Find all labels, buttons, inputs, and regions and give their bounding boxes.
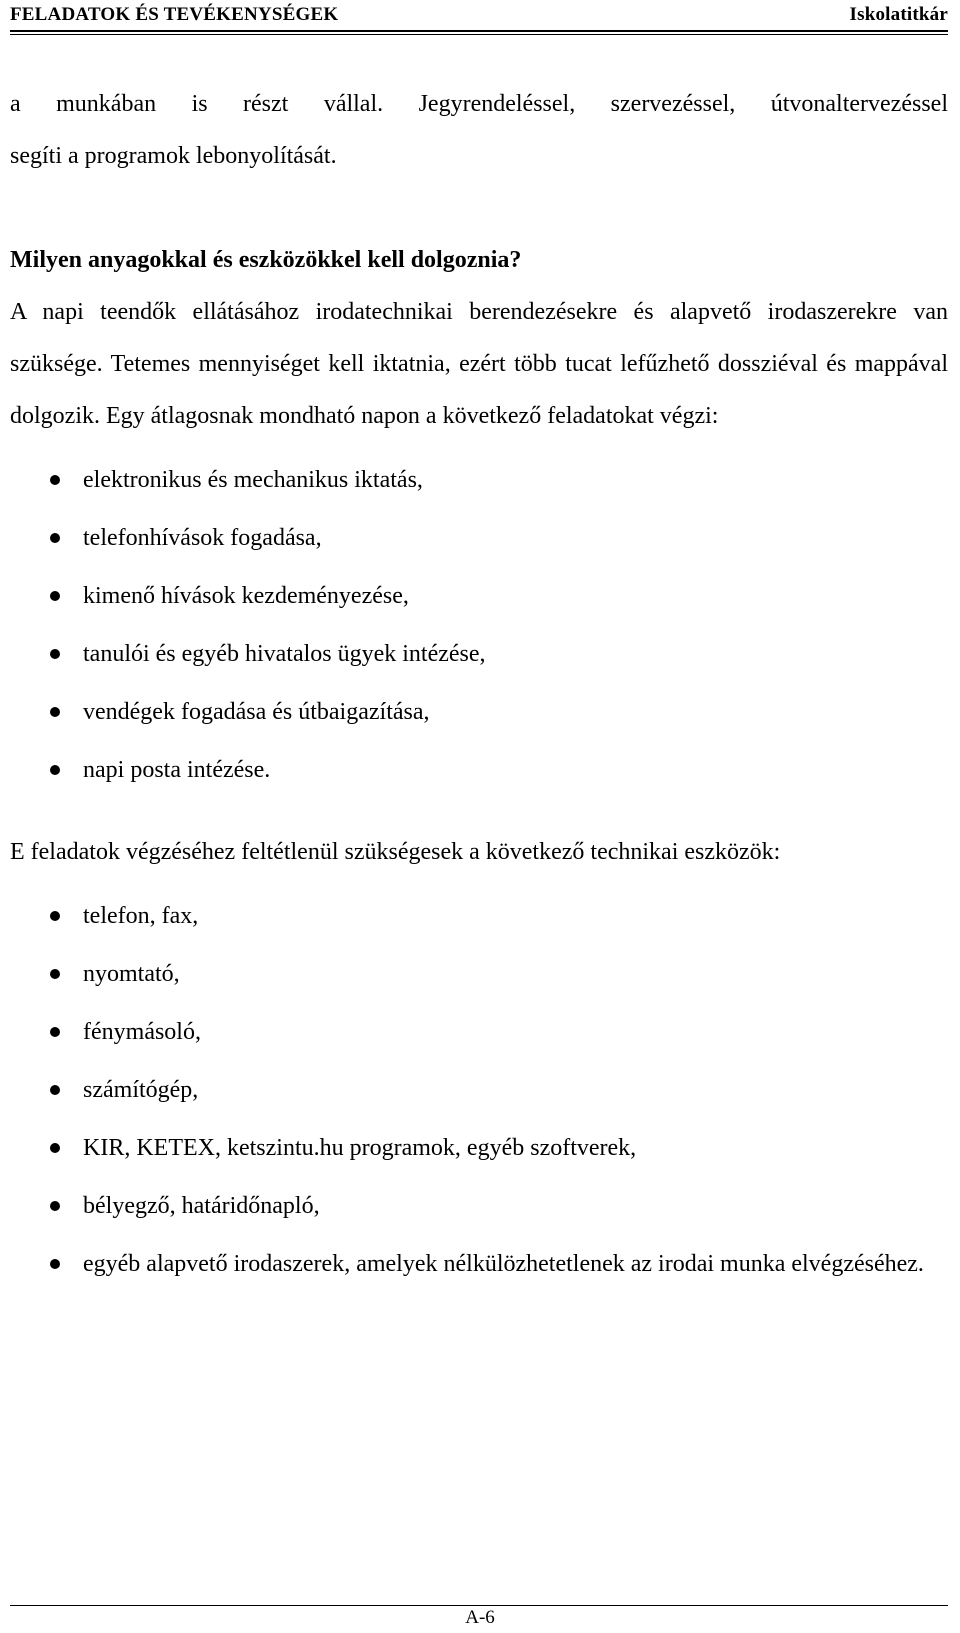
list-item: számítógép, (10, 1064, 948, 1122)
bullet-icon (50, 707, 60, 717)
page-body (10, 78, 948, 1290)
list-item: telefon, fax, (10, 890, 948, 948)
list-item: telefonhívások fogadása, (10, 512, 948, 570)
page-header (10, 0, 948, 33)
tools-list (10, 890, 948, 1290)
bullet-icon (50, 591, 60, 601)
bullet-icon (50, 911, 60, 921)
header-rule-secondary (10, 34, 948, 35)
bullet-icon (50, 1259, 60, 1269)
tasks-list (10, 454, 948, 802)
list-item: vendégek fogadása és útbaigazítása, (10, 686, 948, 744)
list-item: KIR, KETEX, ketszintu.hu programok, egyéb szoftverek, (10, 1122, 948, 1180)
bullet-icon (50, 1085, 60, 1095)
list-item: bélyegző, határidőnapló, (10, 1180, 948, 1238)
bullet-icon (50, 533, 60, 543)
header-document-title: Iskolatitkár (849, 4, 948, 25)
bullet-icon (50, 1201, 60, 1211)
header-rule (10, 30, 948, 32)
bullet-icon (50, 649, 60, 659)
intro-line-2: segíti a programok lebonyolítását. (10, 143, 337, 169)
list-item: tanulói és egyéb hivatalos ügyek intézése, (10, 628, 948, 686)
list-item: fénymásoló, (10, 1006, 948, 1064)
intro-line-1: a munkában is részt vállal. Jegyrendeléssel, szervezéssel, útvonaltervezéssel (10, 91, 948, 117)
bullet-icon (50, 1027, 60, 1037)
bullet-icon (50, 969, 60, 979)
page-number: A-6 (465, 1607, 495, 1628)
list-item: napi posta intézése. (10, 744, 948, 802)
list-item: elektronikus és mechanikus iktatás, (10, 454, 948, 512)
list-item: egyéb alapvető irodaszerek, amelyek nélkülözhetetlenek az irodai munka elvégzéséhez. (10, 1238, 948, 1290)
list-item: nyomtató, (10, 948, 948, 1006)
list-item: kimenő hívások kezdeményezése, (10, 570, 948, 628)
header-chapter-title: FELADATOK ÉS TEVÉKENYSÉGEK (10, 4, 339, 25)
section-paragraph: A napi teendők ellátásához irodatechnikai berendezésekre és alapvető irodaszerekre van szüksége. Tetemes mennyiséget kell iktatnia, ezért több tucat lefűzhető dossziéval és mappával dolgozik. Egy átlagosnak mondható napon a következő feladatokat végzi: (10, 299, 948, 429)
tools-intro: E feladatok végzéséhez feltétlenül szükségesek a következő technikai eszközök: (10, 839, 781, 865)
bullet-icon (50, 475, 60, 485)
bullet-icon (50, 1143, 60, 1153)
section-heading: Milyen anyagokkal és eszközökkel kell dolgoznia? (10, 247, 522, 273)
bullet-icon (50, 765, 60, 775)
